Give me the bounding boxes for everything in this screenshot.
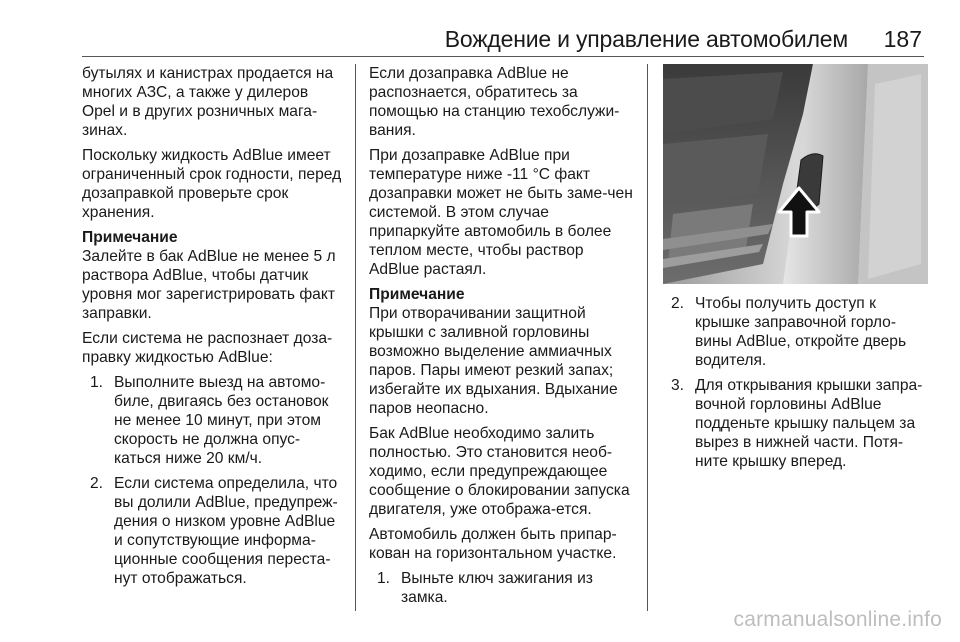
list-item [671, 376, 928, 471]
step-list [82, 373, 344, 588]
column-divider-1 [355, 64, 356, 611]
note-block [369, 285, 634, 418]
note-text: При отворачивании защитной крышки с заливной горловины возможно выделение аммиачных паров. Пары имеют резкий запах; избегайте их вдыхания. Вдыхание паров неопасно. [369, 305, 618, 417]
note-block [82, 228, 344, 323]
paragraph: Поскольку жидкость AdBlue имеет ограниченный срок годности, перед дозаправкой проверьте срок хранения. [82, 147, 342, 221]
step-list [663, 294, 928, 471]
column-divider-2 [647, 64, 648, 611]
paragraph: Автомобиль должен быть припар‐кован на горизонтальном участке. [369, 526, 617, 562]
column-3 [663, 64, 928, 477]
step-number: 2. [671, 295, 685, 312]
note-title: Примечание [82, 229, 178, 246]
list-item [671, 294, 928, 370]
paragraph: Бак AdBlue необходимо залить полностью. Это становится необ‐ходимо, если предупреждающее сообщение о блокировании запуска двигателя, уже отобража‐ется. [369, 425, 630, 518]
step-number: 1. [377, 570, 391, 587]
list-item [377, 569, 634, 607]
step-text: Выньте ключ зажигания из замка. [401, 570, 593, 606]
adblue-filler-photo [663, 64, 928, 284]
header-divider [82, 56, 924, 57]
page-number: 187 [883, 26, 922, 52]
step-number: 2. [90, 475, 104, 492]
step-list [369, 569, 634, 607]
step-text: Чтобы получить доступ к крышке заправочной горло‐вины AdBlue, откройте дверь водителя. [695, 295, 907, 369]
paragraph: Если дозаправка AdBlue не распознается, обратитесь за помощью на станцию техобслужи‐вания. [369, 65, 620, 139]
note-text: Залейте в бак AdBlue не менее 5 л раствора AdBlue, чтобы датчик уровня мог зарегистрировать факт заправки. [82, 248, 336, 322]
door-sill-illustration [663, 64, 928, 284]
column-1 [82, 64, 344, 594]
column-2 [369, 64, 634, 613]
step-text: Выполните выезд на автомо‐биле, двигаясь без остановок не менее 10 минут, при этом скорость не должна опус‐каться ниже 20 км/ч. [114, 374, 329, 467]
page-header [0, 0, 960, 58]
step-number: 1. [90, 374, 104, 391]
list-item [90, 474, 344, 588]
paragraph: Если система не распознает доза‐правку жидкостью AdBlue: [82, 330, 333, 366]
paragraph: бутылях и канистрах продается на многих АЗС, а также у дилеров Opel и в других розничных мага‐зинах. [82, 65, 334, 139]
page-title: Вождение и управление автомобилем [444, 26, 848, 52]
step-text: Для открывания крышки запра‐вочной горловины AdBlue подденьте крышку пальцем за вырез в нижней части. Потя‐ните крышку вперед. [695, 377, 923, 470]
step-text: Если система определила, что вы долили AdBlue, предупреж‐дения о низком уровне AdBlue и сопутствующие информа‐ционные сообщения переста‐нут отображаться. [114, 475, 338, 587]
paragraph: При дозаправке AdBlue при температуре ниже -11 °C факт дозаправки может не быть заме‐чен системой. В этом случае припаркуйте автомобиль в более теплом месте, чтобы раствор AdBlue растаял. [369, 147, 633, 278]
step-number: 3. [671, 377, 685, 394]
note-title: Примечание [369, 286, 465, 303]
watermark: carmanualsonline.info [733, 608, 942, 631]
list-item [90, 373, 344, 468]
